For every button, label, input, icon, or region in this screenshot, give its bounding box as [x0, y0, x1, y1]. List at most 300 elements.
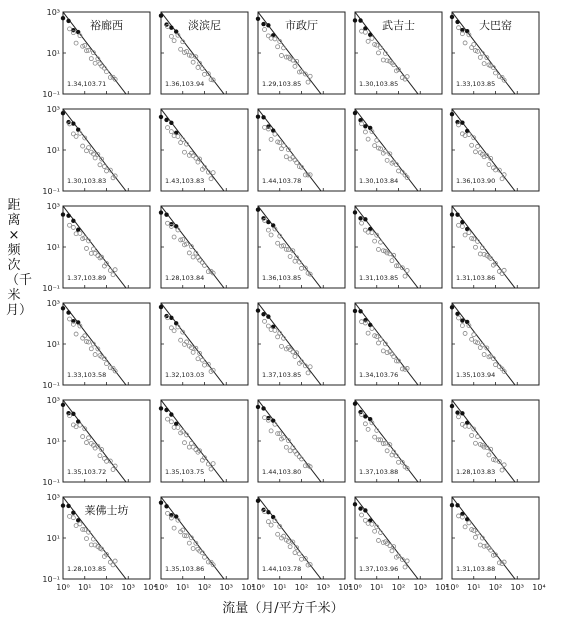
y-tick-label: 10³: [46, 396, 60, 405]
data-point-open: [105, 70, 109, 74]
data-point-open: [360, 320, 364, 324]
data-point-filled: [61, 403, 65, 407]
data-point-filled: [266, 23, 270, 27]
data-point-open: [463, 233, 467, 237]
data-point-open: [476, 435, 480, 439]
data-point-filled: [256, 114, 260, 118]
data-point-filled: [358, 18, 362, 22]
data-point-open: [403, 274, 407, 278]
panel-4: [353, 12, 442, 125]
data-point-open: [169, 130, 173, 134]
data-point-open: [111, 273, 115, 277]
y-tick-label: 10⁻¹: [42, 187, 60, 196]
data-point-filled: [66, 411, 70, 415]
data-point-open: [293, 64, 297, 68]
data-point-open: [360, 122, 364, 126]
panel-coordinate-label: 1.36,103.85: [262, 274, 302, 282]
data-point-open: [172, 526, 176, 530]
data-point-filled: [66, 213, 70, 217]
x-tick-label: 10²: [391, 583, 406, 592]
data-point-filled: [363, 124, 367, 128]
data-point-open: [74, 41, 78, 45]
data-point-open: [176, 134, 180, 138]
data-point-open: [166, 221, 170, 225]
data-point-open: [194, 156, 198, 160]
data-point-open: [478, 55, 482, 59]
data-point-filled: [256, 405, 260, 409]
x-tick-label: 10⁴: [241, 583, 255, 592]
x-tick-label: 10⁰: [445, 583, 459, 592]
data-point-open: [308, 365, 312, 369]
data-point-open: [473, 441, 477, 445]
panel-29: [348, 497, 448, 610]
data-point-open: [203, 263, 207, 267]
data-point-open: [273, 37, 277, 41]
data-point-open: [84, 441, 88, 445]
data-point-open: [467, 521, 471, 525]
panel-5: [450, 12, 539, 125]
data-point-open: [494, 363, 498, 367]
data-point-open: [385, 158, 389, 162]
data-point-open: [196, 65, 200, 69]
panel-title: 淡滨尼: [188, 19, 221, 32]
data-point-open: [478, 252, 482, 256]
panel-title: 市政厅: [285, 19, 318, 32]
panel-27: [154, 497, 254, 610]
x-tick-label: 10³: [121, 583, 135, 592]
panel-coordinate-label: 1.30,103.83: [67, 177, 107, 185]
data-point-open: [376, 247, 380, 251]
panel-coordinate-label: 1.28,103.84: [165, 274, 205, 282]
panel-coordinate-label: 1.37,103.96: [359, 565, 399, 573]
y-tick-label: 10¹: [46, 146, 60, 155]
data-point-filled: [61, 306, 65, 310]
data-point-open: [363, 30, 367, 34]
data-point-open: [179, 338, 183, 342]
data-point-filled: [256, 499, 260, 503]
panel-coordinate-label: 1.28,103.83: [456, 468, 496, 476]
fit-line: [355, 303, 442, 416]
data-point-filled: [159, 305, 163, 309]
panel-15: [450, 206, 539, 319]
panel-title: 大巴窑: [479, 19, 512, 32]
data-point-open: [373, 239, 377, 243]
data-point-open: [78, 423, 82, 427]
data-point-open: [366, 137, 370, 141]
data-point-open: [209, 467, 213, 471]
panel-coordinate-label: 1.35,103.86: [165, 565, 205, 573]
data-point-open: [497, 269, 501, 273]
data-point-filled: [455, 410, 459, 414]
panel-25: [450, 400, 539, 513]
data-point-filled: [460, 411, 464, 415]
panel-coordinate-label: 1.36,103.90: [456, 177, 496, 185]
data-point-open: [166, 511, 170, 515]
data-point-open: [87, 146, 91, 150]
data-point-open: [172, 39, 176, 43]
data-point-open: [370, 36, 374, 40]
fit-line: [452, 109, 539, 222]
data-point-open: [269, 328, 273, 332]
data-point-filled: [256, 308, 260, 312]
data-point-open: [360, 513, 364, 517]
data-point-open: [497, 561, 501, 565]
data-point-open: [191, 255, 195, 259]
panel-coordinate-label: 1.43,103.83: [165, 177, 205, 185]
fit-line: [452, 400, 539, 513]
data-point-open: [276, 45, 280, 49]
data-point-open: [279, 53, 283, 57]
data-point-open: [93, 156, 97, 160]
data-point-open: [473, 245, 477, 249]
data-point-open: [113, 268, 117, 272]
data-point-open: [500, 177, 504, 181]
data-point-filled: [266, 314, 270, 318]
panel-coordinate-label: 1.31,103.86: [456, 274, 496, 282]
data-point-open: [71, 225, 75, 229]
y-tick-label: 10¹: [46, 49, 60, 58]
panel-coordinate-label: 1.44,103.78: [262, 565, 302, 573]
data-point-open: [276, 241, 280, 245]
x-tick-label: 10³: [219, 583, 233, 592]
x-tick-label: 10⁰: [251, 583, 265, 592]
data-point-open: [269, 429, 273, 433]
data-point-open: [463, 331, 467, 335]
data-point-open: [166, 126, 170, 130]
panel-title: 莱佛士坊: [84, 504, 129, 517]
data-point-open: [68, 317, 72, 321]
data-point-filled: [159, 406, 163, 410]
data-point-open: [93, 251, 97, 255]
data-point-filled: [450, 212, 454, 216]
data-point-open: [276, 335, 280, 339]
data-point-open: [74, 332, 78, 336]
data-point-open: [269, 36, 273, 40]
data-point-filled: [363, 508, 367, 512]
data-point-open: [169, 420, 173, 424]
y-axis-label: 距离×频次（千米月）: [6, 198, 33, 318]
data-point-open: [98, 454, 102, 458]
fit-line: [452, 497, 539, 610]
data-point-open: [266, 520, 270, 524]
panel-coordinate-label: 1.35,103.72: [67, 468, 107, 476]
data-point-open: [269, 137, 273, 141]
data-point-open: [457, 514, 461, 518]
y-tick-label: 10³: [46, 202, 60, 211]
panel-title: 裕廊西: [90, 19, 123, 32]
data-point-filled: [61, 212, 65, 216]
data-point-open: [363, 228, 367, 232]
data-point-open: [105, 362, 109, 366]
data-point-open: [405, 559, 409, 563]
data-point-open: [74, 524, 78, 528]
data-point-open: [209, 177, 213, 181]
data-point-filled: [71, 219, 75, 223]
data-point-open: [169, 34, 173, 38]
data-point-open: [470, 143, 474, 147]
data-point-open: [113, 559, 117, 563]
data-point-filled: [159, 115, 163, 119]
panel-coordinate-label: 1.35,103.94: [456, 371, 496, 379]
x-tick-label: 10¹: [467, 583, 481, 592]
panel-coordinate-label: 1.29,103.85: [262, 80, 302, 88]
x-tick-label: 10³: [316, 583, 330, 592]
x-tick-label: 10⁴: [532, 583, 546, 592]
x-tick-label: 10⁰: [348, 583, 362, 592]
y-tick-label: 10⁻¹: [42, 478, 60, 487]
data-point-open: [78, 231, 82, 235]
data-point-open: [390, 549, 394, 553]
data-point-filled: [450, 112, 454, 116]
data-point-open: [93, 353, 97, 357]
data-point-open: [84, 246, 88, 250]
data-point-open: [397, 169, 401, 173]
data-point-open: [405, 269, 409, 273]
data-point-open: [279, 344, 283, 348]
data-point-open: [179, 47, 183, 51]
data-point-open: [494, 71, 498, 75]
data-point-open: [71, 516, 75, 520]
panel-coordinate-label: 1.35,103.75: [165, 468, 205, 476]
data-point-open: [172, 134, 176, 138]
data-point-open: [291, 350, 295, 354]
panel-12: [159, 206, 248, 319]
data-point-open: [373, 144, 377, 148]
y-tick-label: 10³: [46, 8, 60, 17]
data-point-open: [476, 144, 480, 148]
data-point-filled: [353, 210, 357, 214]
data-point-open: [460, 32, 464, 36]
panel-22: [159, 400, 248, 513]
data-point-open: [203, 555, 207, 559]
data-point-open: [467, 231, 471, 235]
panel-coordinate-label: 1.34,103.71: [67, 80, 107, 88]
data-point-filled: [66, 504, 70, 508]
x-tick-label: 10²: [488, 583, 503, 592]
data-point-filled: [169, 121, 173, 125]
data-point-open: [457, 223, 461, 227]
data-point-filled: [460, 318, 464, 322]
panel-18: [256, 303, 345, 416]
data-point-filled: [256, 17, 260, 21]
data-point-open: [385, 449, 389, 453]
data-point-filled: [450, 404, 454, 408]
x-tick-label: 10⁰: [56, 583, 70, 592]
data-point-open: [403, 565, 407, 569]
data-point-open: [105, 169, 109, 173]
data-point-open: [306, 371, 310, 375]
panel-coordinate-label: 1.32,103.03: [165, 371, 205, 379]
x-tick-label: 10¹: [370, 583, 384, 592]
data-point-filled: [159, 14, 163, 18]
data-point-filled: [450, 305, 454, 309]
panel-coordinate-label: 1.36,103.94: [165, 80, 205, 88]
data-point-open: [200, 358, 204, 362]
data-point-open: [172, 235, 176, 239]
data-point-filled: [460, 220, 464, 224]
data-point-open: [360, 221, 364, 225]
data-point-open: [266, 324, 270, 328]
panel-coordinate-label: 1.33,103.85: [456, 80, 496, 88]
data-point-open: [381, 349, 385, 353]
data-point-filled: [460, 120, 464, 124]
panel-19: [353, 303, 442, 416]
data-point-open: [366, 427, 370, 431]
panel-coordinate-label: 1.37,103.88: [359, 468, 399, 476]
data-point-open: [276, 532, 280, 536]
data-point-open: [502, 463, 506, 467]
x-tick-label: 10³: [510, 583, 524, 592]
data-point-open: [176, 425, 180, 429]
data-point-filled: [61, 503, 65, 507]
data-point-open: [487, 163, 491, 167]
data-point-open: [306, 80, 310, 84]
data-point-open: [460, 324, 464, 328]
fit-line: [452, 206, 539, 319]
data-point-open: [211, 462, 215, 466]
data-point-filled: [455, 212, 459, 216]
data-point-open: [172, 329, 176, 333]
data-point-open: [288, 545, 292, 549]
data-point-open: [366, 39, 370, 43]
data-point-filled: [261, 22, 265, 26]
data-point-open: [457, 26, 461, 30]
data-point-open: [379, 240, 383, 244]
data-point-filled: [159, 210, 163, 214]
panel-coordinate-label: 1.33,103.58: [67, 371, 107, 379]
panel-10: [450, 109, 539, 222]
data-point-open: [102, 165, 106, 169]
data-point-filled: [164, 408, 168, 412]
x-tick-label: 10³: [413, 583, 427, 592]
data-point-open: [482, 62, 486, 66]
data-point-open: [74, 134, 78, 138]
data-point-filled: [455, 20, 459, 24]
data-point-filled: [164, 118, 168, 122]
fit-line: [63, 206, 150, 319]
data-point-open: [269, 233, 273, 237]
data-point-open: [463, 41, 467, 45]
data-point-open: [111, 563, 115, 567]
x-tick-label: 10⁴: [435, 583, 449, 592]
data-point-filled: [450, 15, 454, 19]
data-point-filled: [353, 402, 357, 406]
data-point-open: [308, 74, 312, 78]
data-point-open: [211, 171, 215, 175]
data-point-open: [89, 347, 93, 351]
data-point-open: [191, 546, 195, 550]
data-point-open: [375, 138, 379, 142]
panel-coordinate-label: 1.37,103.85: [262, 371, 302, 379]
data-point-filled: [169, 412, 173, 416]
data-point-open: [376, 51, 380, 55]
data-point-open: [263, 319, 267, 323]
data-point-open: [370, 327, 374, 331]
data-point-open: [91, 247, 95, 251]
data-point-open: [68, 514, 72, 518]
data-point-filled: [159, 500, 163, 504]
data-point-open: [366, 521, 370, 525]
panel-30: [445, 497, 545, 610]
data-point-filled: [261, 115, 265, 119]
y-tick-label: 10¹: [46, 340, 60, 349]
panel-coordinate-label: 1.30,103.85: [359, 80, 399, 88]
data-point-filled: [358, 506, 362, 510]
data-point-open: [300, 557, 304, 561]
x-tick-label: 10⁰: [154, 583, 168, 592]
data-point-open: [472, 333, 476, 337]
data-point-open: [476, 531, 480, 535]
data-point-open: [457, 316, 461, 320]
data-point-open: [379, 337, 383, 341]
data-point-open: [263, 125, 267, 129]
panel-24: [353, 400, 442, 513]
data-point-filled: [353, 18, 357, 22]
panel-17: [159, 303, 248, 416]
data-point-open: [381, 58, 385, 62]
panel-23: [256, 400, 345, 513]
data-point-open: [457, 415, 461, 419]
data-point-open: [473, 535, 477, 539]
panel-2: [159, 12, 248, 125]
data-point-open: [84, 537, 88, 541]
data-point-open: [203, 72, 207, 76]
data-point-open: [500, 468, 504, 472]
data-point-open: [363, 130, 367, 134]
data-point-open: [196, 357, 200, 361]
data-point-open: [297, 552, 301, 556]
data-point-open: [187, 541, 191, 545]
data-point-open: [166, 417, 170, 421]
data-point-open: [390, 259, 394, 263]
data-point-open: [187, 445, 191, 449]
data-point-open: [89, 543, 93, 547]
y-tick-label: 10¹: [46, 243, 60, 252]
x-tick-label: 10¹: [273, 583, 287, 592]
data-point-open: [284, 155, 288, 159]
data-point-open: [89, 251, 93, 255]
data-point-filled: [358, 309, 362, 313]
data-point-filled: [164, 212, 168, 216]
data-point-open: [105, 459, 109, 463]
fit-line: [63, 400, 150, 513]
data-point-filled: [261, 312, 265, 316]
data-point-open: [397, 460, 401, 464]
x-axis-label: 流量（月/平方千米）: [222, 601, 344, 616]
data-point-open: [78, 522, 82, 526]
data-point-open: [81, 435, 85, 439]
data-point-open: [366, 230, 370, 234]
panel-coordinate-label: 1.44,103.78: [262, 177, 302, 185]
data-point-open: [282, 144, 286, 148]
panel-coordinate-label: 1.31,103.88: [456, 565, 496, 573]
data-point-open: [376, 538, 380, 542]
data-point-open: [473, 150, 477, 154]
data-point-open: [373, 435, 377, 439]
data-point-open: [194, 448, 198, 452]
data-point-open: [467, 133, 471, 137]
data-point-open: [363, 422, 367, 426]
data-point-open: [293, 551, 297, 555]
panel-coordinate-label: 1.37,103.89: [67, 274, 107, 282]
data-point-open: [273, 328, 277, 332]
data-point-filled: [66, 310, 70, 314]
panel-coordinate-label: 1.30,103.84: [359, 177, 399, 185]
data-point-open: [87, 436, 91, 440]
panel-20: [450, 303, 539, 416]
panel-coordinate-label: 1.44,103.80: [262, 468, 302, 476]
y-tick-label: 10³: [46, 105, 60, 114]
